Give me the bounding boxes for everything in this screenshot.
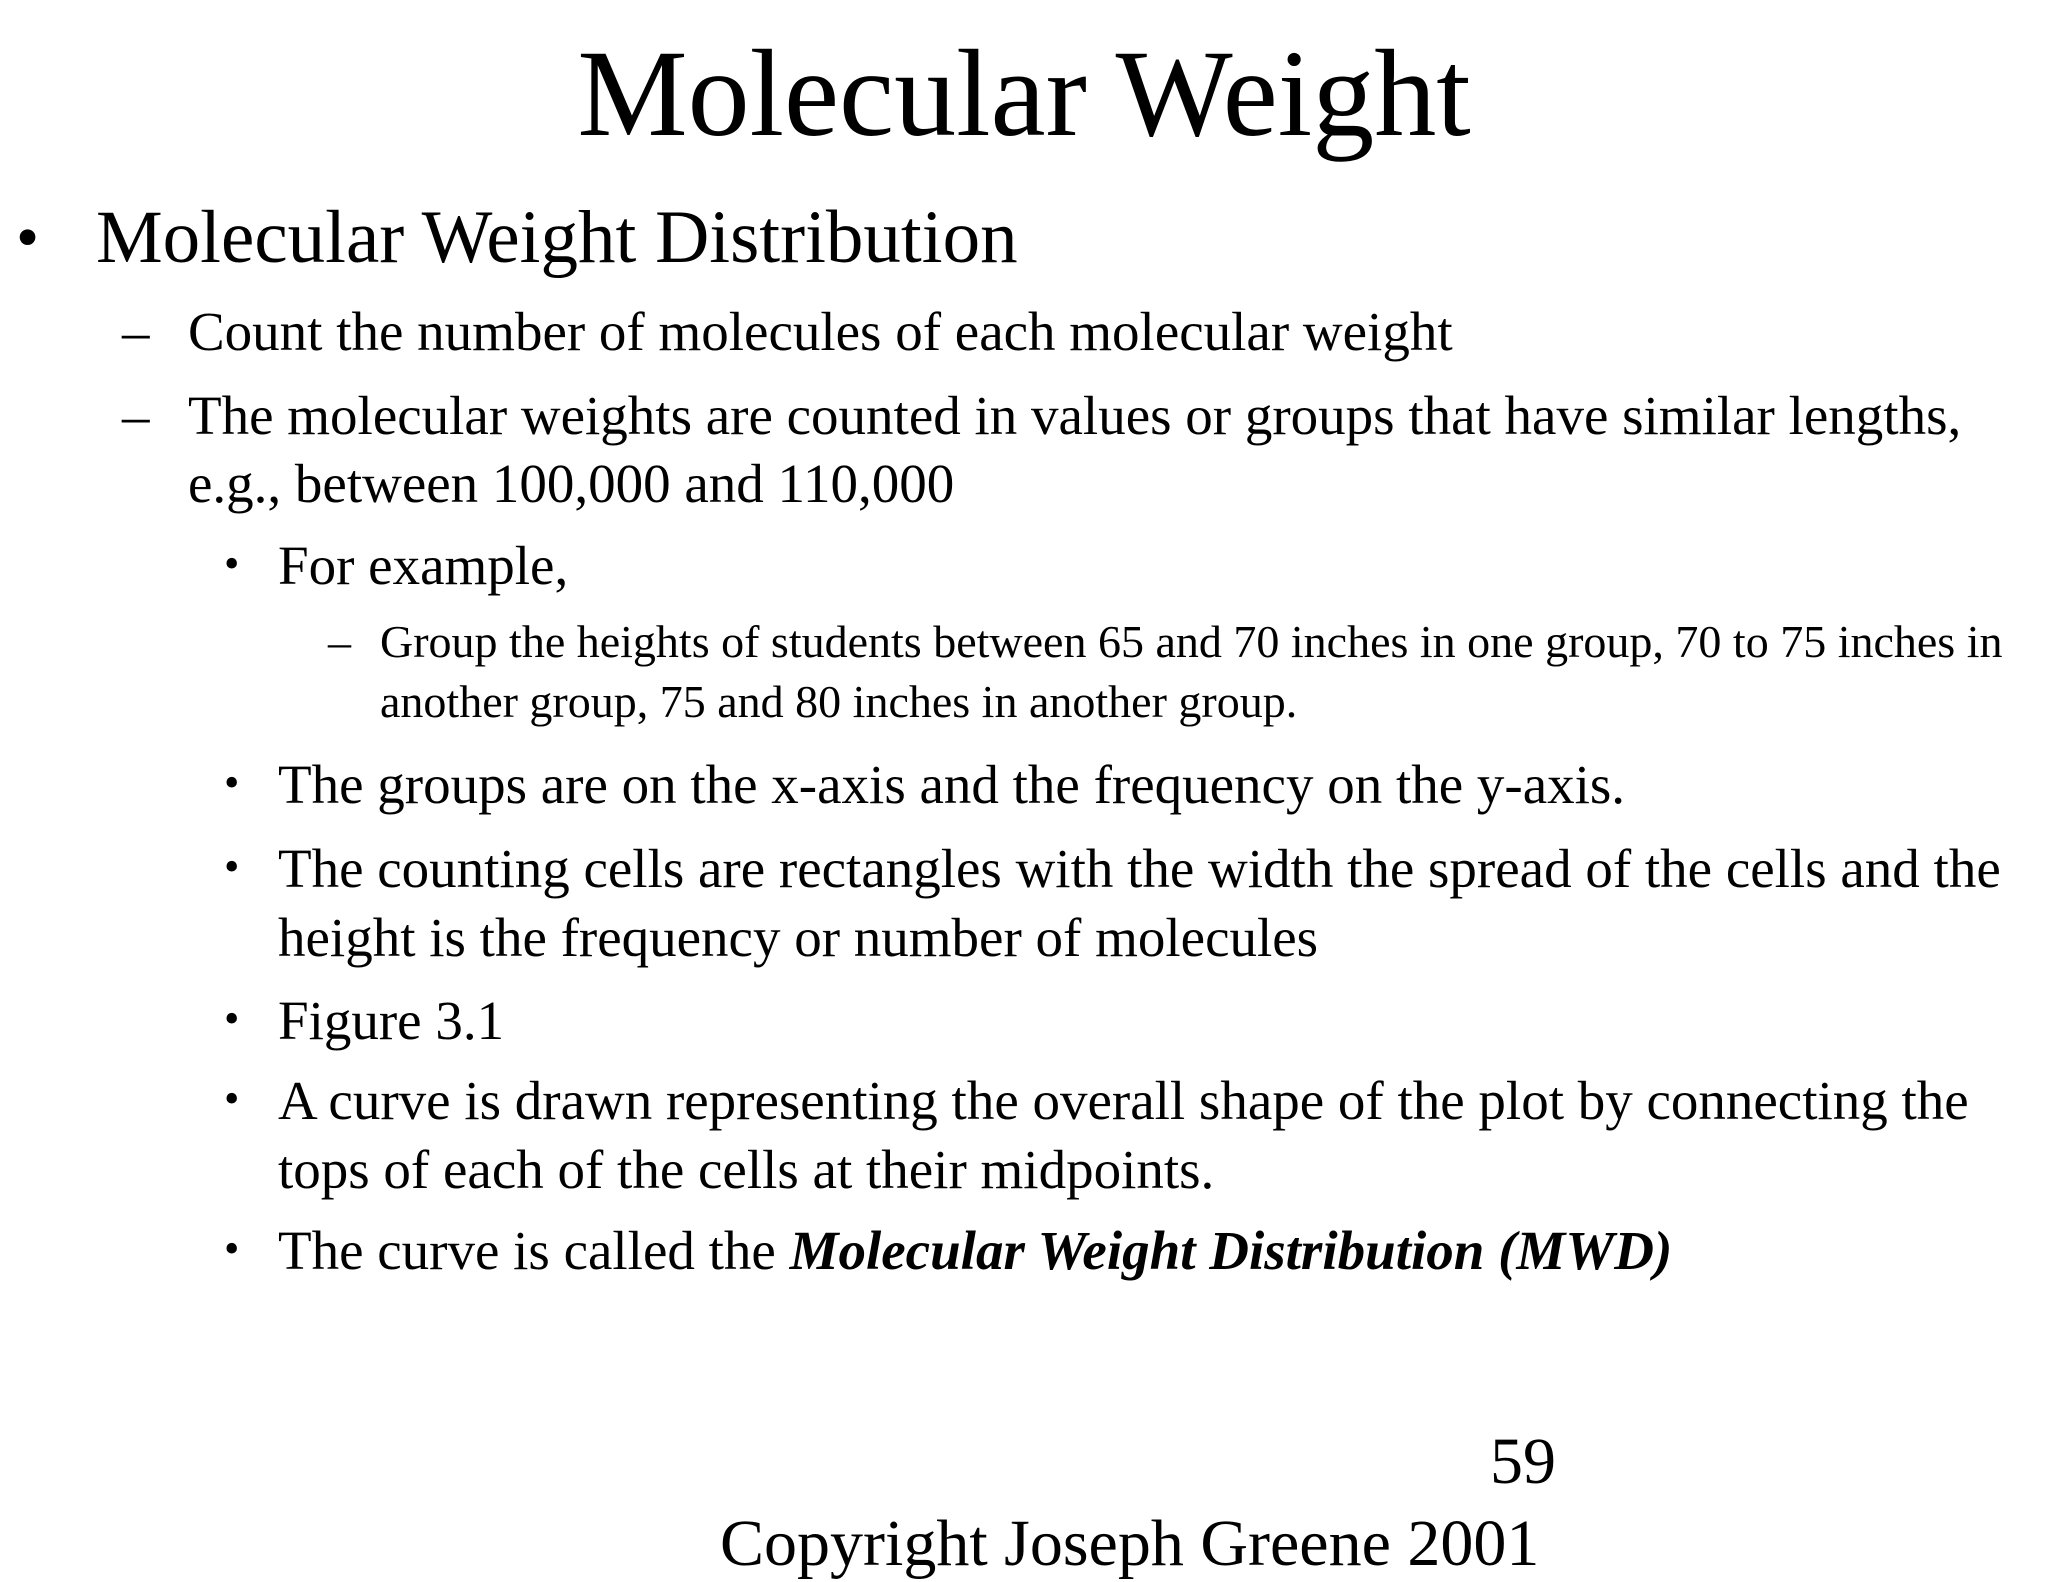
heading-text: Molecular Weight Distribution [96, 196, 1018, 279]
bullet-icon: • [224, 994, 240, 1043]
sub-item-text: The molecular weights are counted in values or groups that have similar lengths, e.g., between 100,000 and 110,000 [188, 385, 1962, 514]
example-detail [328, 612, 2030, 732]
bullet-icon: • [16, 201, 40, 274]
bullet-icon: • [224, 842, 240, 891]
dash-icon: – [122, 385, 150, 446]
sub-item [122, 382, 2038, 518]
bullet-icon: • [224, 758, 240, 807]
point-item [224, 1216, 2018, 1285]
point-text: Figure 3.1 [278, 990, 505, 1051]
point-item [224, 834, 2018, 972]
slide-title: Molecular Weight [577, 25, 1471, 162]
point-item [224, 750, 2018, 819]
point-item [224, 531, 2018, 600]
copyright-notice: Copyright Joseph Greene 2001 [720, 1507, 1540, 1580]
example-detail-text: Group the heights of students between 65 and 70 inches in one group, 70 to 75 inches in another group, 75 and 80 inches in another group. [380, 616, 2003, 727]
point-text: For example, [278, 535, 569, 596]
sub-item [122, 298, 2038, 366]
dash-icon: – [328, 616, 351, 667]
point-text: The counting cells are rectangles with the width the spread of the cells and the height is the frequency or number of molecules [278, 838, 2001, 968]
point-item [224, 986, 2018, 1055]
heading-bullet [16, 196, 1018, 280]
page-number: 59 [1490, 1425, 1556, 1498]
bullet-icon: • [224, 1074, 240, 1123]
point-text: The groups are on the x-axis and the frequency on the y-axis. [278, 754, 1626, 815]
sub-item-text: Count the number of molecules of each molecular weight [188, 301, 1453, 362]
point-item [224, 1066, 2018, 1204]
dash-icon: – [122, 301, 150, 362]
bullet-icon: • [224, 1224, 240, 1273]
point-text: A curve is drawn representing the overall shape of the plot by connecting the tops of each of the cells at their midpoints. [278, 1070, 1969, 1200]
mwd-emphasis: Molecular Weight Distribution (MWD) [789, 1220, 1673, 1281]
last-point-prefix: The curve is called the [278, 1220, 790, 1281]
bullet-icon: • [224, 539, 240, 588]
